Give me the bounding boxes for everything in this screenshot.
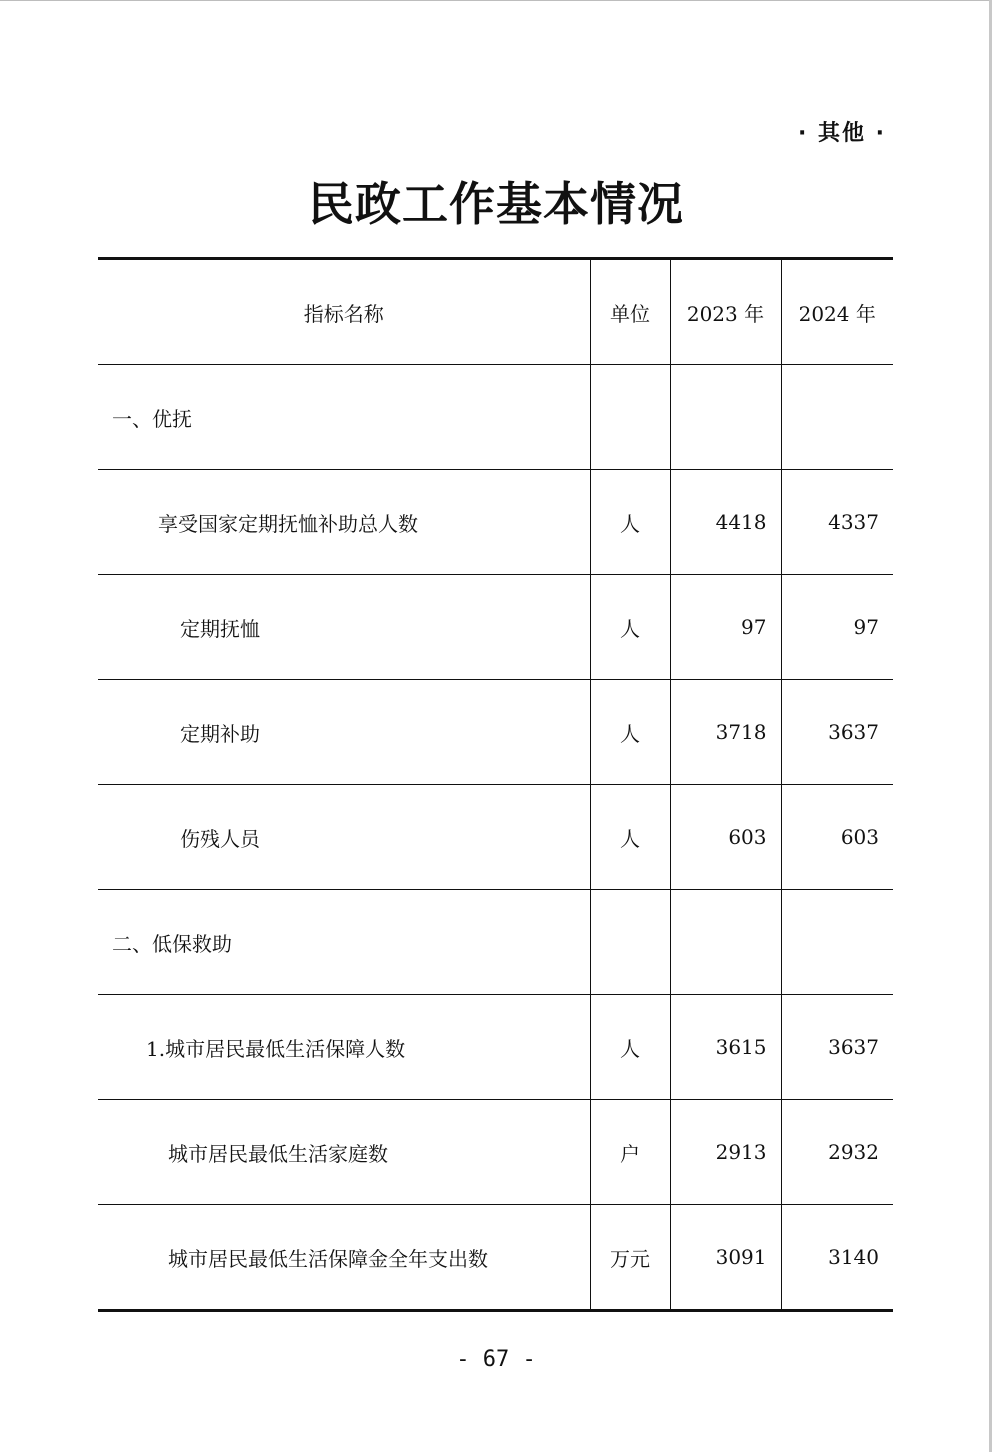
row-value-2023 bbox=[670, 890, 781, 995]
table-row bbox=[98, 995, 893, 1100]
table-row bbox=[98, 575, 893, 680]
table-row bbox=[98, 680, 893, 785]
row-value-2024: 4337 bbox=[781, 470, 893, 575]
table-row bbox=[98, 890, 893, 995]
table-row bbox=[98, 785, 893, 890]
row-unit bbox=[590, 365, 670, 470]
row-value-2024: 3637 bbox=[781, 995, 893, 1100]
row-unit bbox=[590, 890, 670, 995]
row-unit: 人 bbox=[590, 785, 670, 890]
row-name: 1.城市居民最低生活保障人数 bbox=[98, 995, 590, 1100]
page-top-border bbox=[0, 0, 992, 1]
row-value-2023: 603 bbox=[670, 785, 781, 890]
row-name: 城市居民最低生活保障金全年支出数 bbox=[98, 1205, 590, 1311]
row-value-2023 bbox=[670, 365, 781, 470]
column-header-year-2023: 2023 年 bbox=[670, 259, 781, 365]
row-unit: 万元 bbox=[590, 1205, 670, 1311]
row-value-2024 bbox=[781, 890, 893, 995]
row-value-2024: 3140 bbox=[781, 1205, 893, 1311]
table-row bbox=[98, 365, 893, 470]
row-value-2023: 4418 bbox=[670, 470, 781, 575]
row-value-2024: 3637 bbox=[781, 680, 893, 785]
column-header-unit: 单位 bbox=[590, 259, 670, 365]
row-value-2023: 2913 bbox=[670, 1100, 781, 1205]
row-unit: 人 bbox=[590, 995, 670, 1100]
section-tag: · 其他 · bbox=[797, 121, 886, 146]
row-unit: 人 bbox=[590, 575, 670, 680]
row-unit: 户 bbox=[590, 1100, 670, 1205]
row-value-2023: 3091 bbox=[670, 1205, 781, 1311]
row-name: 城市居民最低生活家庭数 bbox=[98, 1100, 590, 1205]
row-value-2023: 3718 bbox=[670, 680, 781, 785]
page-number: - 67 - bbox=[456, 1347, 536, 1372]
row-name-section-heading: 二、低保救助 bbox=[98, 890, 590, 995]
row-unit: 人 bbox=[590, 470, 670, 575]
row-value-2024 bbox=[781, 365, 893, 470]
table-row bbox=[98, 470, 893, 575]
row-value-2023: 97 bbox=[670, 575, 781, 680]
column-header-indicator-name: 指标名称 bbox=[303, 301, 384, 326]
row-name: 享受国家定期抚恤补助总人数 bbox=[98, 470, 590, 575]
table-header-row bbox=[98, 259, 893, 365]
table-row bbox=[98, 1100, 893, 1205]
row-name: 定期补助 bbox=[98, 680, 590, 785]
row-name: 定期抚恤 bbox=[98, 575, 590, 680]
row-value-2024: 603 bbox=[781, 785, 893, 890]
column-header-year-2024: 2024 年 bbox=[781, 259, 893, 365]
statistics-table bbox=[98, 257, 893, 1312]
row-value-2024: 97 bbox=[781, 575, 893, 680]
row-value-2023: 3615 bbox=[670, 995, 781, 1100]
table-row bbox=[98, 1205, 893, 1311]
row-unit: 人 bbox=[590, 680, 670, 785]
page-title: 民政工作基本情况 bbox=[308, 177, 684, 231]
row-name-section-heading: 一、优抚 bbox=[98, 365, 590, 470]
row-name: 伤残人员 bbox=[98, 785, 590, 890]
row-value-2024: 2932 bbox=[781, 1100, 893, 1205]
